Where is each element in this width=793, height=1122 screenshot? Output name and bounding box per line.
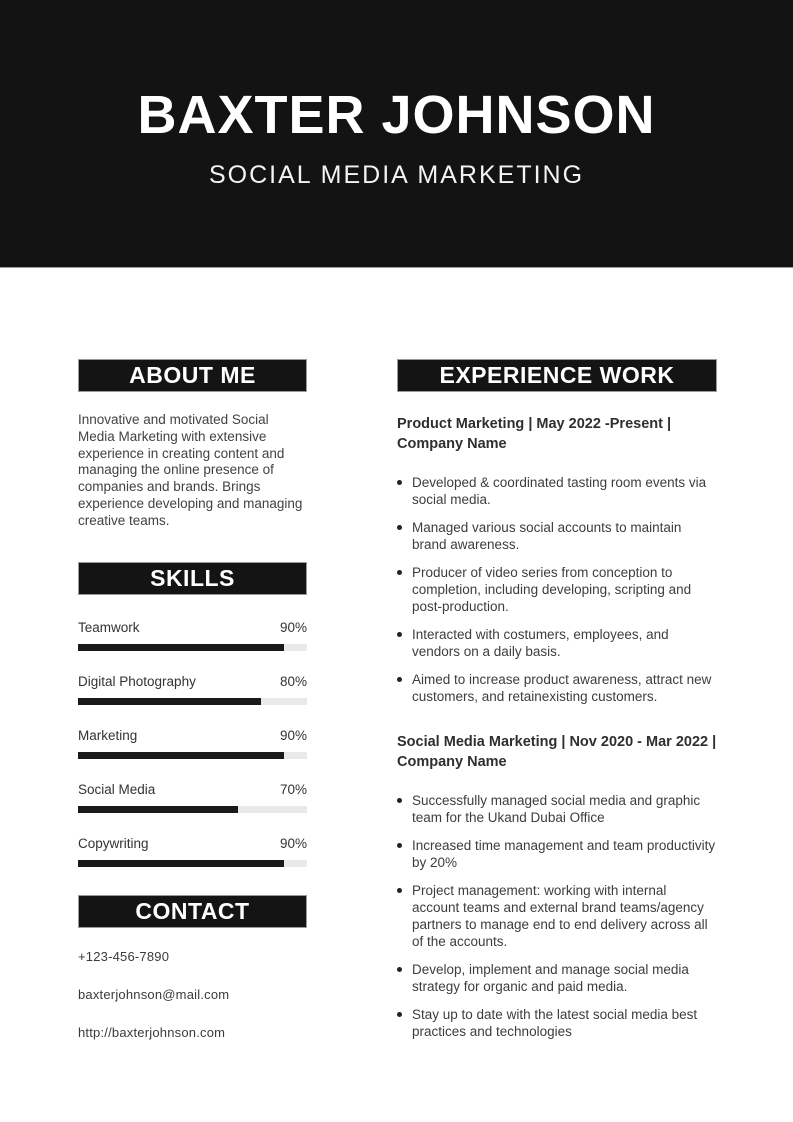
bullet-text: Producer of video series from conception to completion, including developing, scripting and post-production.	[412, 565, 692, 614]
skill-row	[78, 781, 307, 813]
jobs-list	[397, 414, 717, 1122]
skills-heading: SKILLS	[78, 562, 307, 595]
skills-list	[78, 619, 307, 867]
job-title: Product Marketing | May 2022 -Present | Company Name	[397, 416, 672, 452]
person-title: SOCIAL MEDIA MARKETING	[208, 161, 585, 190]
contact-item	[78, 1025, 307, 1041]
skill-row	[78, 835, 307, 867]
bullet-text: Managed various social accounts to maintain brand awareness.	[412, 520, 682, 552]
job-bullet	[397, 1006, 717, 1040]
bullet-dot-icon	[397, 525, 402, 530]
bullet-text: Interacted with costumers, employees, and vendors on a daily basis.	[412, 627, 669, 659]
skill-bar-fill	[78, 806, 238, 813]
contact-item	[78, 987, 307, 1003]
bullet-text: Developed & coordinated tasting room events via social media.	[412, 475, 707, 507]
job-bullet	[397, 961, 717, 995]
bullet-dot-icon	[397, 632, 402, 637]
contact-item-text: +123-456-7890	[78, 949, 170, 964]
skill-row	[78, 619, 307, 651]
bullet-dot-icon	[397, 798, 402, 803]
skill-bar-track	[78, 806, 307, 813]
job-bullets	[397, 792, 717, 1040]
skill-row	[78, 727, 307, 759]
job-bullet	[397, 519, 717, 553]
skills-section	[78, 562, 307, 889]
skill-bar-fill	[78, 752, 284, 759]
job-entry	[397, 414, 717, 716]
experience-heading: EXPERIENCE WORK	[397, 359, 717, 392]
skill-bar-track	[78, 698, 307, 705]
skill-bar-fill	[78, 644, 284, 651]
about-section	[78, 359, 307, 530]
bullet-dot-icon	[397, 570, 402, 575]
skill-percent: 80%	[279, 674, 307, 689]
skill-label: Copywriting	[78, 836, 149, 851]
bullet-dot-icon	[397, 1012, 402, 1017]
bullet-text: Develop, implement and manage social media strategy for organic and paid media.	[412, 962, 689, 994]
bullet-dot-icon	[397, 480, 402, 485]
skill-percent: 90%	[279, 728, 307, 743]
job-title: Social Media Marketing | Nov 2020 - Mar 2022 | Company Name	[397, 734, 717, 770]
job-bullet	[397, 474, 717, 508]
job-bullet	[397, 882, 717, 950]
bullet-text: Successfully managed social media and graphic team for the Ukand Dubai Office	[412, 793, 701, 825]
contact-item-text: http://baxterjohnson.com	[78, 1025, 226, 1040]
contact-item	[78, 949, 307, 965]
right-column	[397, 359, 717, 1039]
job-bullet	[397, 671, 717, 705]
bullet-dot-icon	[397, 888, 402, 893]
skill-bar-fill	[78, 860, 284, 867]
contact-section	[78, 895, 307, 1063]
contact-list	[78, 949, 307, 1041]
job-bullet	[397, 837, 717, 871]
job-bullet	[397, 564, 717, 615]
skill-label: Digital Photography	[78, 674, 196, 689]
skill-label: Marketing	[78, 728, 138, 743]
contact-heading: CONTACT	[78, 895, 307, 928]
bullet-text: Increased time management and team productivity by 20%	[412, 838, 716, 870]
contact-item-text: baxterjohnson@mail.com	[78, 987, 230, 1002]
skill-label: Teamwork	[78, 620, 140, 635]
skill-row	[78, 673, 307, 705]
job-entry	[397, 732, 717, 1051]
bullet-dot-icon	[397, 967, 402, 972]
skill-bar-fill	[78, 698, 261, 705]
skill-percent: 90%	[279, 620, 307, 635]
job-bullet	[397, 792, 717, 826]
skill-percent: 70%	[279, 782, 307, 797]
skill-bar-track	[78, 860, 307, 867]
person-name: BAXTER JOHNSON	[137, 85, 656, 145]
bullet-text: Stay up to date with the latest social media best practices and technologies	[412, 1007, 698, 1039]
job-bullet	[397, 626, 717, 660]
bullet-dot-icon	[397, 677, 402, 682]
skill-bar-track	[78, 644, 307, 651]
job-bullets	[397, 474, 717, 705]
header-banner	[0, 0, 793, 268]
bullet-text: Project management: working with internal account teams and external brand teams/agency partners to manage end to end delivery across all of the accounts.	[412, 883, 708, 949]
skill-percent: 90%	[279, 836, 307, 851]
bullet-text: Aimed to increase product awareness, attract new customers, and retainexisting customers.	[412, 672, 712, 704]
skill-label: Social Media	[78, 782, 156, 797]
skill-bar-track	[78, 752, 307, 759]
about-text: Innovative and motivated Social Media Marketing with extensive experience in creating content and managing the online presence of companies and brands. Brings experience developing and managing creative teams.	[78, 412, 303, 528]
about-heading: ABOUT ME	[78, 359, 307, 392]
bullet-dot-icon	[397, 843, 402, 848]
